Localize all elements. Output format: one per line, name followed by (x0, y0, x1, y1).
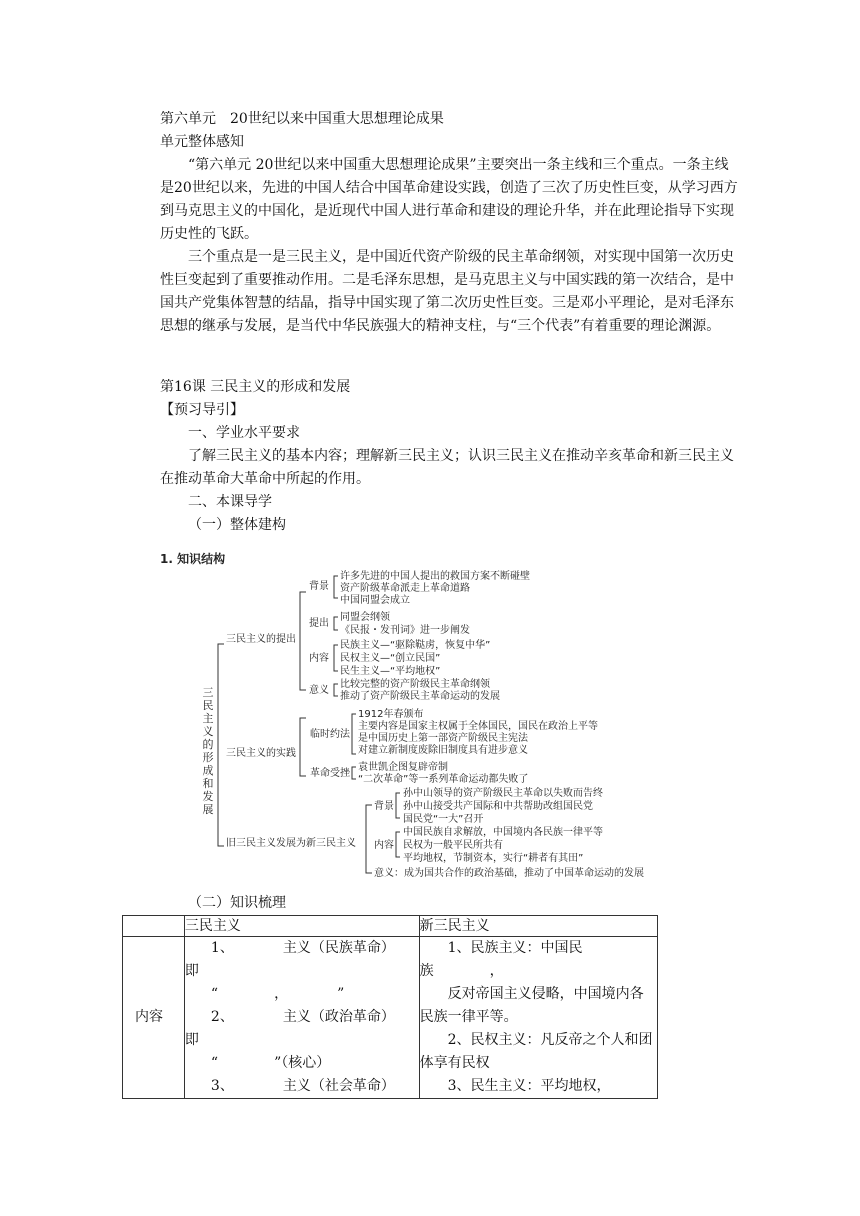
new-item-1: 1、民族主义：中国民族 ， (419, 940, 583, 979)
old-item-1-blank: “ ， ” (210, 986, 345, 1002)
table-corner-cell (123, 916, 185, 937)
sort-heading: （二）知识梳理 (188, 895, 286, 911)
b3-significance-text: 意义：成为国共合作的政治基础，推动了中国革命运动的发展 (374, 868, 644, 879)
branch1-brace (300, 592, 306, 690)
overview-paragraph-2: 三个重点是一是三民主义，是中国近代资产阶级的民主革命纲领，对实现中国第一次历史性巨变起到了重要推动作用。二是毛泽东思想，是马克思主义与中国实践的第一次结合，是中国共产党集体智慧的结晶，指导中国实现了第二次历史性巨变。三是邓小平理论，是对毛泽东思想的继承与发展，是当代中华民族强大的精神支柱，与“三个代表”有着重要的理论渊源。 (160, 249, 734, 334)
b3-content-item: 民权为一般平民所共有 (403, 840, 503, 851)
b1-significance-item: 推动了资产阶级民主革命运动的发展 (340, 691, 500, 702)
old-item-3: 3、 主义（社会革命） (210, 1078, 395, 1094)
b1-background-item: 许多先进的中国人提出的救国方案不断碰壁 (340, 571, 530, 582)
old-item-2-blank: “ ”（核心） (210, 1055, 331, 1071)
b3-background-item: 孙中山领导的资产阶级民主革命以失败而告终 (403, 788, 603, 799)
unit-title: 第六单元 20世纪以来中国重大思想理论成果 (160, 111, 444, 127)
b1-content-label: 内容 (309, 653, 329, 664)
old-item-2: 2、 主义（政治革命） (210, 1009, 395, 1025)
b1-content-item: 民族主义—“驱除鞑虏，恢复中华” (340, 640, 491, 651)
b1-background-item: 资产阶级革命派走上革命道路 (340, 583, 470, 594)
new-item-2: 2、民权主义：凡反帝之个人和团体享有民权 (419, 1032, 653, 1071)
unit-overview-heading: 单元整体感知 (160, 134, 244, 150)
branch-2-label: 三民主义的实践 (226, 748, 296, 759)
new-item-3: 3、民生主义：平均地权， (447, 1078, 611, 1094)
old-content-cell (184, 937, 419, 1099)
branch-3-label: 旧三民主义发展为新三民主义 (226, 838, 356, 849)
b1-background-label: 背景 (309, 581, 329, 592)
structure-heading: （一）整体建构 (188, 517, 286, 533)
row-label: 内容 (135, 1009, 163, 1025)
header-new-three-principles: 新三民主义 (419, 916, 657, 937)
knowledge-structure-figure (160, 550, 680, 890)
b1-background-item: 中国同盟会成立 (340, 595, 410, 606)
table-header-row (123, 916, 658, 937)
b3-background-label: 背景 (374, 801, 394, 812)
b3-background-item: 国民党“一大”召开 (403, 814, 484, 825)
requirement-text: 了解三民主义的基本内容；理解新三民主义；认识三民主义在推动辛亥革命和新三民主义在推动革命大革命中所起的作用。 (160, 448, 734, 487)
b2-constitution-item: 是中国历史上第一部资产阶级民主宪法 (358, 733, 528, 744)
b1-content-item: 民权主义—“创立民国” (340, 653, 441, 664)
b1-significance-item: 比较完整的资产阶级民主革命纲领 (340, 679, 490, 690)
header-old-three-principles: 三民主义 (184, 916, 419, 937)
branch2-brace (300, 718, 306, 776)
b2-constitution-item: 主要内容是国家主权属于全体国民，国民在政治上平等 (358, 721, 598, 732)
b1-proposal-label: 提出 (309, 618, 329, 629)
b1-significance-label: 意义 (309, 685, 329, 696)
figure-root-label: 三民主义的形成和发展 (202, 686, 214, 816)
figure-title: 1. 知识结构 (160, 552, 226, 566)
requirement-heading: 一、学业水平要求 (188, 425, 300, 441)
comparison-table (122, 915, 658, 1099)
row-label-cell (123, 937, 185, 1099)
preview-heading: 【预习导引】 (160, 402, 244, 418)
branch-1-label: 三民主义的提出 (226, 634, 296, 645)
old-item-2-tail: 即 (184, 1032, 199, 1048)
new-content-cell (419, 937, 657, 1099)
overview-paragraph-1: “第六单元 20世纪以来中国重大思想理论成果”主要突出一条主线和三个重点。一条主线是20世纪以来，先进的中国人结合中国革命建设实践，创造了三次了历史性巨变，从学习西方到马克思主义的中国化，是近现代中国人进行革命和建设的理论升华，并在此理论指导下实现历史性的飞跃。 (160, 157, 738, 242)
b1-proposal-item: 《民报・发刊词》进一步阐发 (340, 625, 470, 636)
b2-constitution-item: 1912年春颁布 (358, 709, 424, 720)
b3-content-item: 平均地权，节制资本，实行“耕者有其田” (403, 853, 584, 864)
b2-constitution-item: 对建立新制度废除旧制度具有进步意义 (358, 745, 528, 756)
root-brace (218, 644, 224, 846)
b3-content-label: 内容 (374, 840, 394, 851)
b2-setback-label: 革命受挫 (310, 768, 350, 779)
branch3-brace (366, 805, 372, 873)
b2-setback-item: “二次革命”等一系列革命运动都失败了 (358, 774, 529, 785)
table-row (123, 937, 658, 1099)
b2-setback-item: 袁世凯企图复辟帝制 (358, 762, 448, 773)
b3-content-item: 中国民族自求解放，中国境内各民族一律平等 (403, 827, 603, 838)
old-item-1: 1、 主义（民族革命） (210, 940, 395, 956)
guide-heading: 二、本课导学 (188, 494, 272, 510)
lesson-title: 第16课 三民主义的形成和发展 (160, 379, 351, 395)
new-item-1-detail: 反对帝国主义侵略，中国境内各民族一律平等。 (419, 986, 644, 1025)
b1-content-item: 民生主义—“平均地权” (340, 666, 441, 677)
b2-provisional-constitution-label: 临时约法 (310, 729, 350, 740)
old-item-1-tail: 即 (184, 963, 199, 979)
b3-background-item: 孙中山接受共产国际和中共帮助改组国民党 (403, 801, 593, 812)
b1-proposal-item: 同盟会纲领 (340, 612, 390, 623)
